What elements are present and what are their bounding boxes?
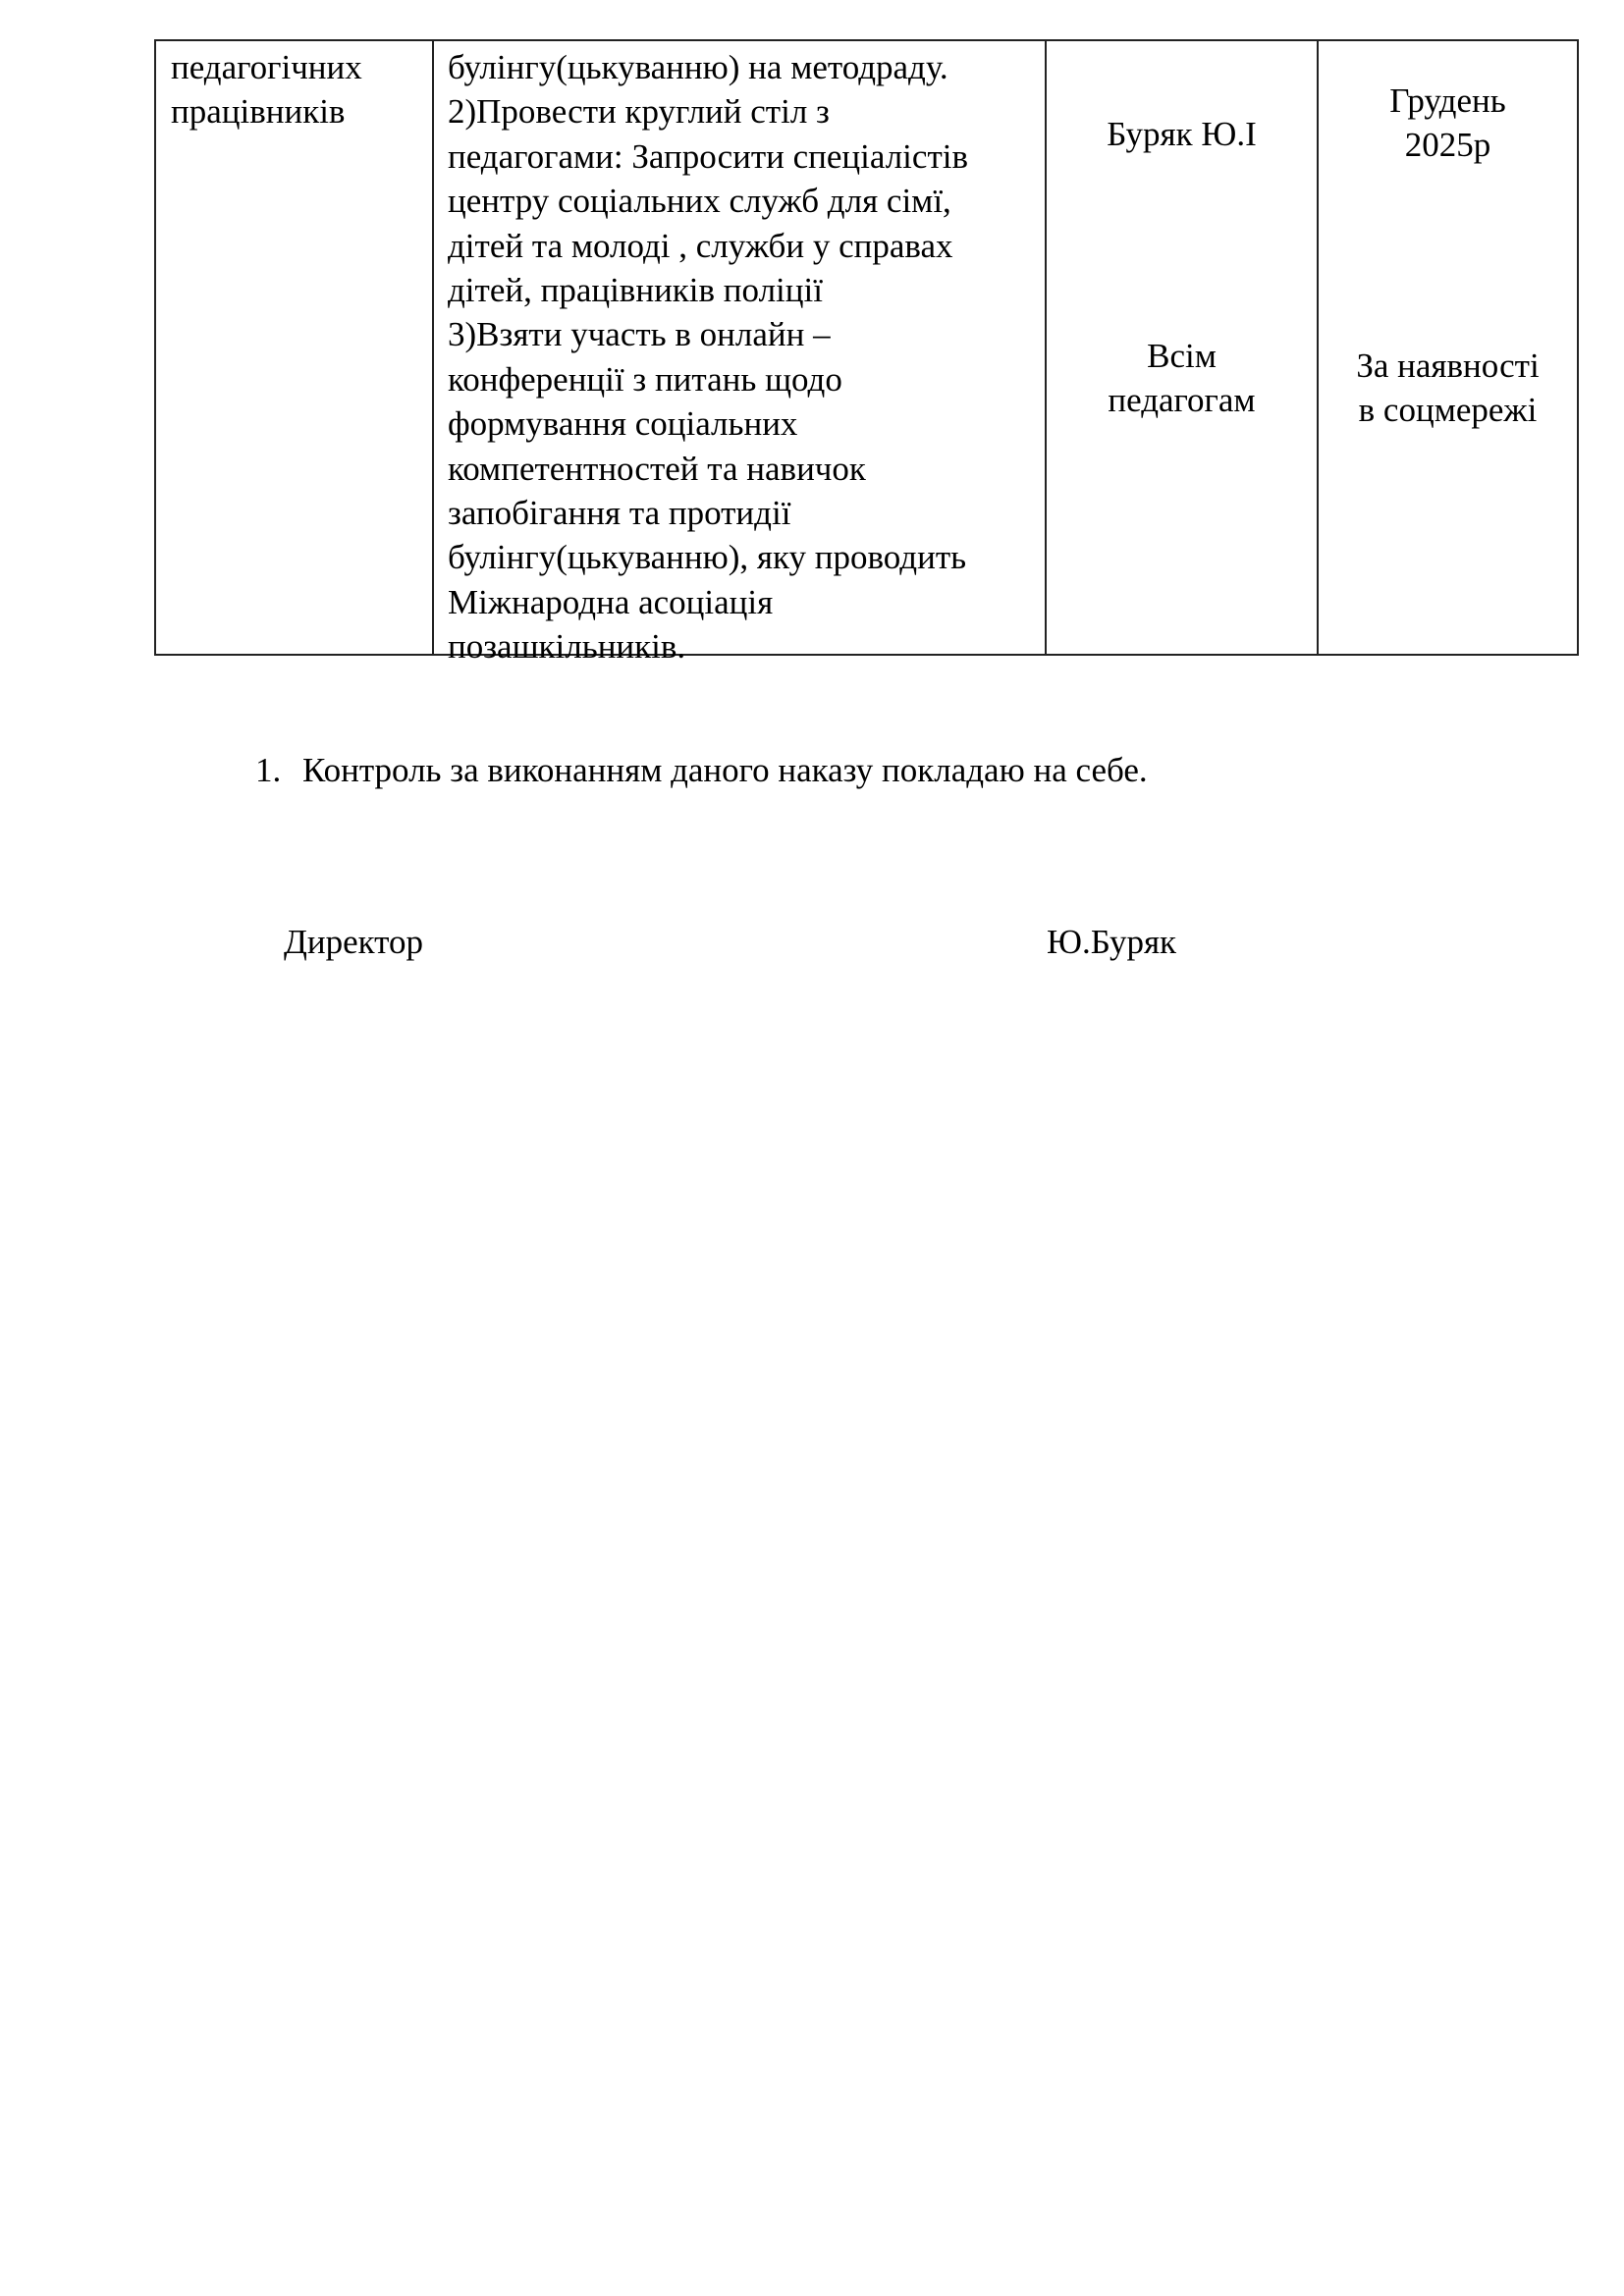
cell-line: Буряк Ю.І xyxy=(1107,115,1257,153)
plan-table xyxy=(154,39,1579,667)
cell-line: Міжнародна асоціація xyxy=(448,582,774,621)
cell-line: дітей та молоді , служби у справах xyxy=(448,226,953,265)
column-divider xyxy=(432,41,434,654)
cell-responsible-2 xyxy=(1047,334,1317,423)
cell-line: запобігання та протидії xyxy=(448,494,791,533)
cell-line: булінгу(цькуванню) на методраду. xyxy=(448,48,948,86)
cell-line: в соцмережі xyxy=(1358,391,1538,430)
cell-line: компетентностей та навичок xyxy=(448,449,866,488)
cell-line: центру соціальних служб для сімї, xyxy=(448,182,951,221)
cell-term-1 xyxy=(1319,79,1577,168)
signature-name: Ю.Буряк xyxy=(1047,923,1177,961)
cell-line: позашкільників. xyxy=(448,627,686,667)
cell-line: 3)Взяти участь в онлайн – xyxy=(448,315,831,354)
cell-line: Всім xyxy=(1147,337,1217,375)
cell-line: За наявності xyxy=(1356,347,1540,385)
cell-line: 2025р xyxy=(1404,126,1491,165)
cell-category xyxy=(171,45,362,134)
cell-line: дітей, працівників поліції xyxy=(448,271,823,310)
cell-line: Грудень xyxy=(1389,81,1506,120)
cell-responsible-1 xyxy=(1047,112,1317,156)
cell-line: педагогам xyxy=(1108,381,1256,420)
cell-term-2 xyxy=(1319,344,1577,433)
cell-line: формування соціальних xyxy=(448,404,798,444)
cell-line: педагогами: Запросити спеціалістів xyxy=(448,136,968,176)
cell-line: конференції з питань щодо xyxy=(448,359,842,399)
signature-position: Директор xyxy=(284,923,424,961)
item-number: 1. xyxy=(255,751,282,789)
cell-line: булінгу(цькуванню), яку проводить xyxy=(448,538,967,577)
cell-line: працівників xyxy=(171,92,346,132)
item-text: Контроль за виконанням даного наказу покладаю на себе. xyxy=(302,751,1148,789)
cell-line: педагогічних xyxy=(171,48,362,86)
cell-activities xyxy=(448,45,968,669)
cell-line: 2)Провести круглий стіл з xyxy=(448,92,830,132)
